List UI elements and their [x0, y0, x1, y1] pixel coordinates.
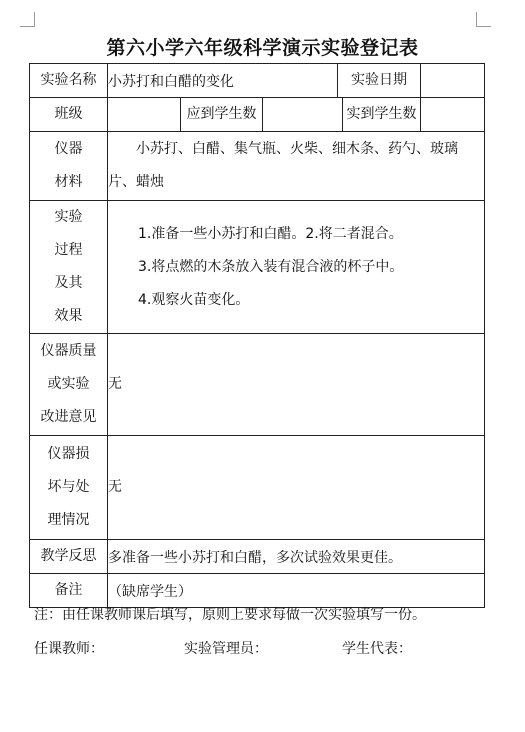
row-damage: [30, 436, 485, 540]
expected-students-value[interactable]: [263, 98, 343, 132]
class-label: 班级: [30, 98, 108, 132]
process-step: 4.观察火苗变化。: [138, 291, 250, 308]
quality-label-line: 仪器质量: [40, 343, 97, 359]
quality-label-line: 或实验: [47, 376, 90, 392]
process-value[interactable]: [108, 201, 485, 334]
experiment-name-value[interactable]: 小苏打和白醋的变化: [108, 64, 338, 98]
expected-students-label: 应到学生数: [181, 98, 263, 132]
reflection-label: 教学反思: [30, 540, 108, 574]
process-step: 1.准备一些小苏打和白醋。2.将二者混合。: [138, 225, 403, 242]
materials-label: [30, 132, 108, 201]
experiment-record-table: [29, 63, 485, 608]
experiment-name-label: 实验名称: [30, 64, 108, 98]
process-label: [30, 201, 108, 334]
teacher-signature-label: 任课教师：: [34, 641, 104, 657]
materials-line: 片、蜡烛: [108, 174, 164, 190]
process-label-line: 效果: [54, 308, 83, 324]
crop-mark-top-left: [20, 12, 35, 27]
form-title: 第六小学六年级科学演示实验登记表: [106, 37, 419, 59]
row-process: [30, 201, 485, 334]
row-experiment-name: [30, 64, 485, 98]
quality-value[interactable]: 无: [108, 334, 485, 436]
remarks-label: 备注: [30, 574, 108, 608]
materials-label-line: 仪器: [54, 141, 83, 157]
row-materials: [30, 132, 485, 201]
quality-label-line: 改进意见: [40, 409, 97, 425]
damage-value[interactable]: 无: [108, 436, 485, 540]
actual-students-label: 实到学生数: [343, 98, 421, 132]
experiment-date-label: 实验日期: [338, 64, 421, 98]
damage-label: [30, 436, 108, 540]
damage-label-line: 坏与处: [47, 479, 90, 495]
process-label-line: 及其: [54, 275, 83, 291]
crop-mark-top-right: [476, 12, 491, 27]
process-label-line: 实验: [54, 209, 83, 225]
materials-line: 小苏打、白醋、集气瓶、火柴、细木条、药勺、玻璃: [136, 141, 458, 157]
class-value[interactable]: [108, 98, 181, 132]
damage-label-line: 理情况: [47, 512, 90, 528]
damage-label-line: 仪器损: [47, 446, 90, 462]
row-reflection: [30, 540, 485, 574]
remarks-value[interactable]: （缺席学生）: [108, 574, 485, 608]
form-note: 注：由任课教师课后填写，原则上要求每做一次实验填写一份。: [34, 607, 426, 623]
row-quality: [30, 334, 485, 436]
process-step: 3.将点燃的木条放入装有混合液的杯子中。: [138, 258, 404, 275]
quality-label: [30, 334, 108, 436]
row-remarks: [30, 574, 485, 608]
materials-value[interactable]: [108, 132, 485, 201]
materials-label-line: 材料: [54, 174, 83, 190]
reflection-value[interactable]: 多准备一些小苏打和白醋，多次试验效果更佳。: [108, 540, 485, 574]
actual-students-value[interactable]: [421, 98, 485, 132]
experiment-date-value[interactable]: [421, 64, 485, 98]
row-class: [30, 98, 485, 132]
process-label-line: 过程: [54, 242, 83, 258]
manager-signature-label: 实验管理员：: [184, 641, 268, 657]
student-rep-signature-label: 学生代表：: [342, 641, 412, 657]
